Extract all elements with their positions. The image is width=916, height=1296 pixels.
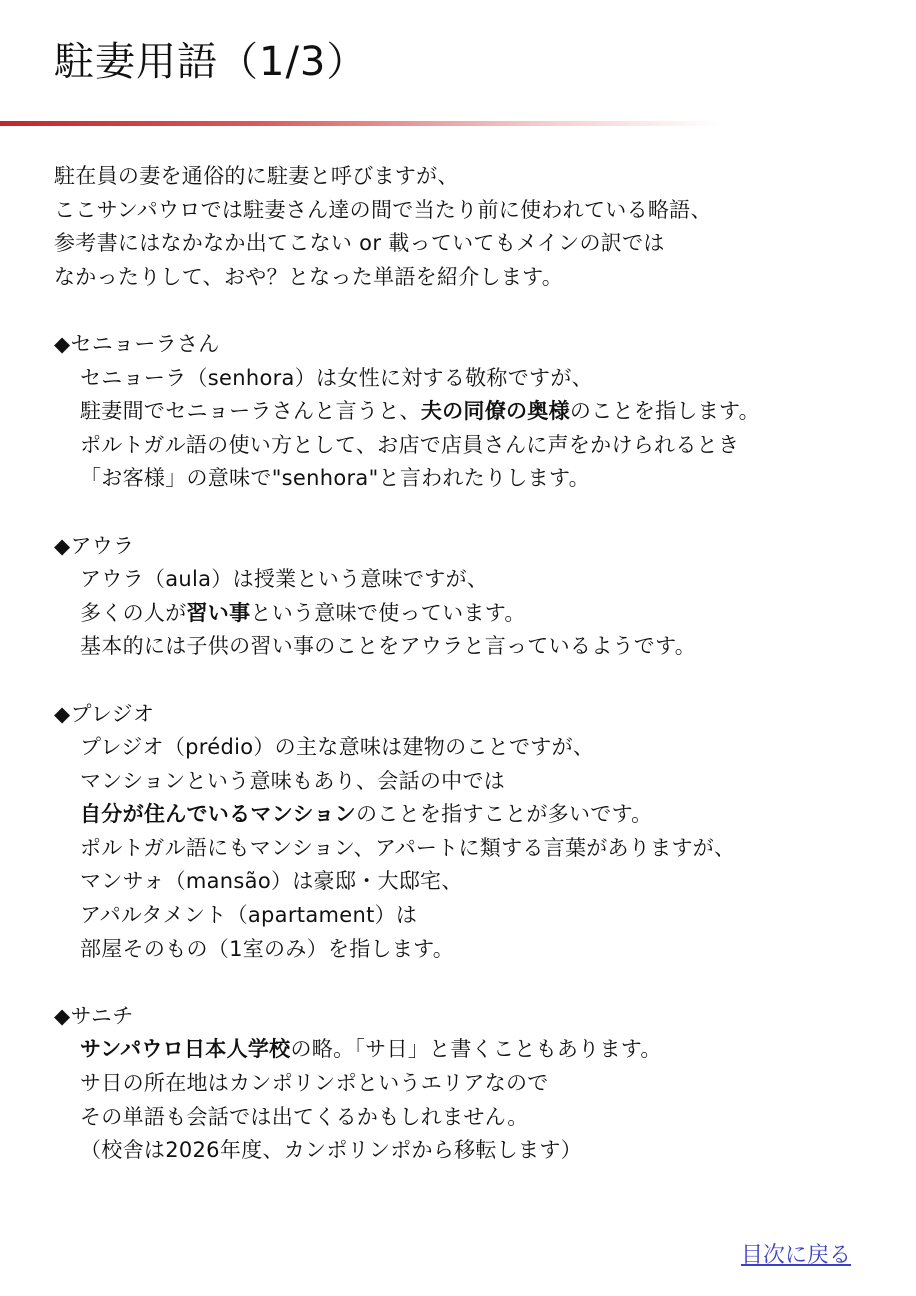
- entry-text: アウラ（aula）は授業という意味ですが、: [80, 567, 489, 592]
- entry-text: 多くの人が: [80, 600, 187, 625]
- entry-line: [80, 765, 894, 799]
- entry-text: 駐妻間でセニョーラさんと言うと、: [80, 399, 421, 424]
- entry-line: [80, 563, 894, 597]
- entry-line: [80, 597, 894, 631]
- entry-line: [80, 832, 894, 866]
- back-to-toc-link[interactable]: 目次に戻る: [740, 1243, 851, 1268]
- entry-text: という意味で使っています。: [250, 600, 526, 625]
- entry-line: [80, 933, 894, 967]
- title-divider: [0, 121, 720, 126]
- entry-text: マンションという意味もあり、会話の中では: [80, 768, 506, 793]
- entry-text: 「お客様」の意味で"senhora"と言われたりします。: [80, 466, 590, 491]
- entry-line: [80, 865, 894, 899]
- entry-line: [80, 1101, 894, 1135]
- intro-line: 参考書にはなかなか出てこない or 載っていてもメインの訳では: [54, 231, 665, 256]
- entry-text: の略。「サ日」と書くこともあります。: [290, 1037, 662, 1062]
- entry-heading: ◆サニチ: [54, 1003, 134, 1028]
- entry-text: その単語も会話では出てくるかもしれません。: [80, 1104, 529, 1129]
- entry-line: [80, 462, 894, 496]
- entry-heading: ◆アウラ: [54, 533, 135, 558]
- entry-line: [80, 731, 894, 765]
- entry-heading: ◆プレジオ: [54, 701, 155, 726]
- entry-text: ポルトガル語の使い方として、お店で店員さんに声をかけられるとき: [80, 432, 740, 457]
- entry-text: マンサォ（mansão）は豪邸・大邸宅、: [80, 869, 463, 894]
- entry-text: のことを指します。: [569, 399, 760, 424]
- glossary-sections: [54, 328, 894, 1168]
- entry-text: 基本的には子供の習い事のことをアウラと言っているようです。: [80, 634, 697, 659]
- article-body: [54, 160, 894, 1168]
- entry-line: [80, 899, 894, 933]
- entry-text: ポルトガル語にもマンション、アパートに類する言葉がありますが、: [80, 835, 736, 860]
- entry-body: [54, 563, 894, 664]
- glossary-entry: [54, 530, 894, 664]
- entry-text: サ日の所在地はカンポリンポというエリアなので: [80, 1071, 549, 1096]
- entry-line: [80, 395, 894, 429]
- entry-text: セニョーラ（senhora）は女性に対する敬称ですが、: [80, 365, 593, 390]
- glossary-entry: [54, 1000, 894, 1168]
- entry-text: （校舎は2026年度、カンポリンポから移転します）: [80, 1138, 582, 1163]
- glossary-entry: [54, 698, 894, 967]
- intro-line: なかったりして、おや？となった単語を紹介します。: [54, 264, 564, 289]
- entry-line: [80, 630, 894, 664]
- entry-line: [80, 1033, 894, 1067]
- entry-line: [80, 798, 894, 832]
- entry-line: [80, 362, 894, 396]
- entry-body: [54, 362, 894, 496]
- page-title: 駐妻用語（1/3）: [54, 39, 368, 85]
- entry-heading: ◆セニョーラさん: [54, 331, 220, 356]
- entry-line: [80, 1067, 894, 1101]
- emphasized-term: 習い事: [186, 600, 251, 625]
- emphasized-term: サンパウロ日本人学校: [80, 1037, 291, 1062]
- entry-text: アパルタメント（apartament）は: [80, 903, 418, 928]
- entry-text: プレジオ（prédio）の主な意味は建物のことですが、: [80, 735, 595, 760]
- intro-line: ここサンパウロでは駐妻さん達の間で当たり前に使われている略語、: [54, 197, 712, 222]
- entry-line: [80, 429, 894, 463]
- entry-line: [80, 1134, 894, 1168]
- emphasized-term: 夫の同僚の奥様: [420, 399, 570, 424]
- entry-text: 部屋そのもの（1室のみ）を指します。: [80, 936, 455, 961]
- entry-text: のことを指すことが多いです。: [355, 802, 653, 827]
- emphasized-term: 自分が住んでいるマンション: [80, 802, 356, 827]
- intro-paragraph: [54, 160, 894, 294]
- glossary-entry: [54, 328, 894, 496]
- entry-body: [54, 1033, 894, 1167]
- intro-line: 駐在員の妻を通俗的に駐妻と呼びますが、: [54, 164, 459, 188]
- entry-body: [54, 731, 894, 966]
